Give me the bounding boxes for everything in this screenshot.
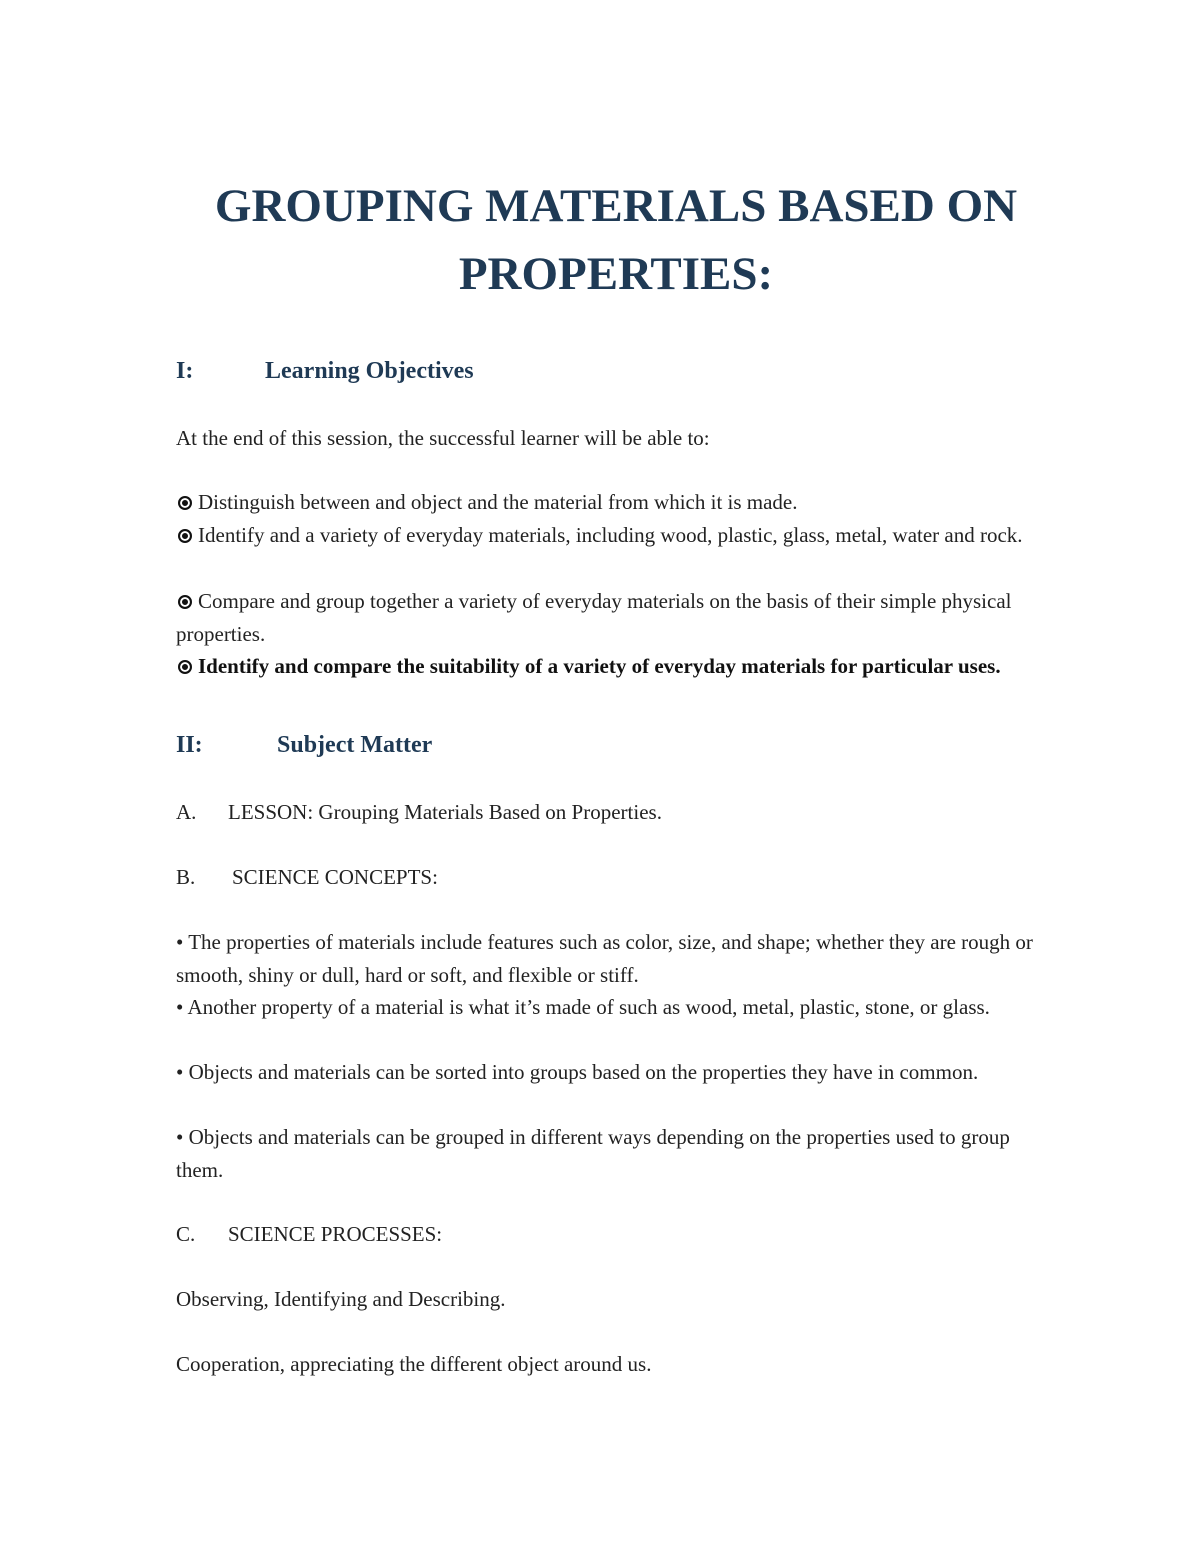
concept-item-4: • Objects and materials can be grouped in different ways depending on the properties used to group them. — [176, 1125, 1010, 1182]
processes-line — [176, 1218, 1056, 1251]
lesson-line — [176, 796, 1056, 829]
objective-text: Distinguish between and object and the material from which it is made. — [198, 490, 798, 514]
section-number: II: — [176, 732, 203, 758]
concept-item-3: • Objects and materials can be sorted into groups based on the properties they have in common. — [176, 1060, 979, 1084]
list-letter: A. — [176, 800, 197, 824]
objective-item-3 — [176, 585, 1056, 650]
list-letter: C. — [176, 1222, 196, 1246]
objective-text: Identify and compare the suitability of a variety of everyday materials for particular uses. — [198, 654, 1001, 678]
bullet-disc-icon — [178, 496, 192, 510]
concept-item-2: • Another property of a material is what it’s made of such as wood, metal, plastic, stone, or glass. — [176, 995, 990, 1019]
values-line: Cooperation, appreciating the different object around us. — [176, 1352, 652, 1376]
bullet-disc-icon — [178, 660, 192, 674]
lesson-text: LESSON: Grouping Materials Based on Properties. — [228, 800, 662, 824]
objective-text: Identify and a variety of everyday materials, including wood, plastic, glass, metal, water and rock. — [198, 523, 1023, 547]
section-number: I: — [176, 358, 194, 384]
processes-skills: Observing, Identifying and Describing. — [176, 1287, 506, 1311]
document-title: GROUPING MATERIALS BASED ON PROPERTIES: — [214, 180, 1018, 300]
concept-item-1: • The properties of materials include features such as color, size, and shape; whether they are rough or smooth, shiny or dull, hard or soft, and flexible or stiff. — [176, 930, 1033, 987]
concepts-heading: SCIENCE CONCEPTS: — [232, 865, 438, 889]
objective-item-4 — [176, 650, 1056, 683]
section-title: Subject Matter — [277, 732, 433, 758]
section-title: Learning Objectives — [265, 358, 474, 384]
document-page — [176, 0, 1056, 1553]
processes-heading: SCIENCE PROCESSES: — [228, 1222, 443, 1246]
list-letter: B. — [176, 865, 196, 889]
bullet-disc-icon — [178, 595, 192, 609]
section-heading-subject-matter — [176, 732, 433, 759]
objective-item-1 — [176, 486, 1056, 519]
objective-item-2 — [176, 519, 1056, 552]
objectives-intro: At the end of this session, the successful learner will be able to: — [176, 426, 710, 450]
concepts-line — [176, 861, 1056, 894]
section-heading-learning-objectives — [176, 358, 474, 385]
bullet-disc-icon — [178, 529, 192, 543]
objective-text: Compare and group together a variety of everyday materials on the basis of their simple physical properties. — [176, 589, 1012, 646]
